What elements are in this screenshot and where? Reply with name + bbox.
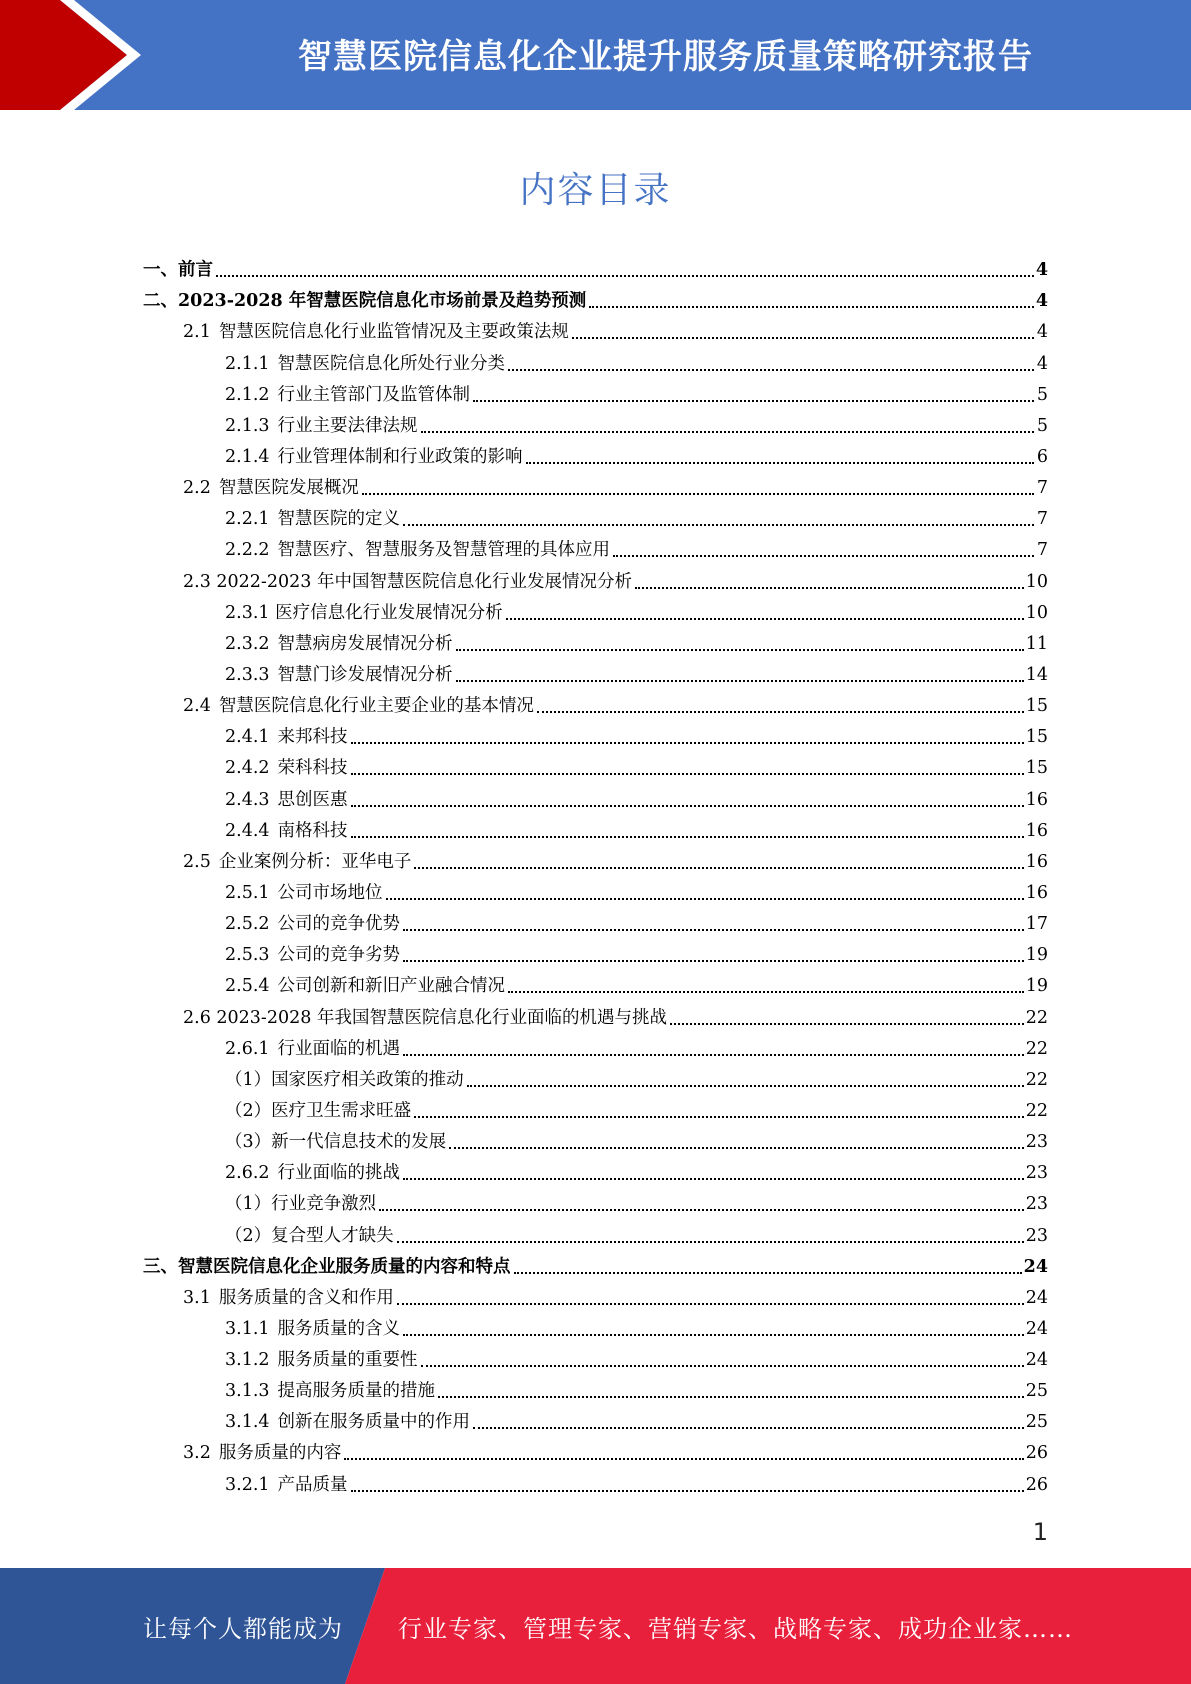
toc-entry-page: 24 xyxy=(1023,1256,1048,1277)
toc-entry-title: 行业面临的挑战 xyxy=(277,1163,401,1184)
toc-entry-page: 25 xyxy=(1025,1412,1048,1433)
toc-entry[interactable] xyxy=(143,316,1048,347)
toc-entry-number: 3.1.4 xyxy=(225,1412,270,1433)
toc-entry[interactable] xyxy=(143,1313,1048,1344)
toc-entry[interactable] xyxy=(143,1344,1048,1375)
toc-entry-page: 11 xyxy=(1025,633,1048,654)
toc-entry-number: 2.6.2 xyxy=(225,1163,270,1184)
toc-entry-title: 行业面临的机遇 xyxy=(277,1038,401,1059)
dot-leader xyxy=(473,399,1034,402)
toc-entry-page: 4 xyxy=(1035,291,1048,312)
toc-entry[interactable] xyxy=(143,1157,1048,1188)
toc-entry-title: 公司创新和新旧产业融合情况 xyxy=(277,976,506,997)
toc-entry[interactable] xyxy=(143,1219,1048,1250)
toc-entry[interactable] xyxy=(143,534,1048,565)
toc-entry-title: （2）复合型人才缺失 xyxy=(225,1225,394,1246)
toc-entry-title: 产品质量 xyxy=(277,1474,348,1495)
dot-leader xyxy=(635,586,1024,589)
toc-entry-page: 22 xyxy=(1025,1007,1048,1028)
toc-entry-title: 行业主要法律法规 xyxy=(277,415,418,436)
toc-entry-number: 2.4.4 xyxy=(225,820,270,841)
dot-leader xyxy=(456,679,1024,682)
toc-entry-page: 10 xyxy=(1025,571,1048,592)
toc-entry[interactable] xyxy=(143,379,1048,410)
dot-leader xyxy=(414,866,1023,869)
toc-entry[interactable] xyxy=(143,1437,1048,1468)
toc-entry-title: 智慧医院信息化行业监管情况及主要政策法规 xyxy=(218,322,569,343)
toc-entry-number: 2.5.2 xyxy=(225,914,270,935)
toc-entry-page: 17 xyxy=(1025,914,1048,935)
toc-entry-title: 来邦科技 xyxy=(277,727,348,748)
toc-entry-number: 3.1.3 xyxy=(225,1381,270,1402)
toc-entry-title: 提高服务质量的措施 xyxy=(277,1381,436,1402)
toc-entry-number: 2.1.1 xyxy=(225,353,270,374)
toc-entry-title: （2）医疗卫生需求旺盛 xyxy=(225,1100,412,1121)
toc-entry-number: 2.2.1 xyxy=(225,509,270,530)
dot-leader xyxy=(403,1333,1024,1336)
dot-leader xyxy=(362,492,1034,495)
header-banner xyxy=(0,0,1191,110)
toc-entry-page: 22 xyxy=(1025,1069,1048,1090)
toc-entry[interactable] xyxy=(143,565,1048,596)
dot-leader xyxy=(514,1271,1022,1274)
toc-entry-title: 思创医惠 xyxy=(277,789,348,810)
toc-entry-page: 14 xyxy=(1025,664,1048,685)
toc-entry-title: 公司的竞争优势 xyxy=(277,914,401,935)
dot-leader xyxy=(526,461,1034,464)
toc-entry-page: 24 xyxy=(1025,1350,1048,1371)
dot-leader xyxy=(351,741,1024,744)
toc-entry[interactable] xyxy=(143,628,1048,659)
dot-leader xyxy=(589,305,1034,308)
toc-entry-page: 15 xyxy=(1025,727,1048,748)
toc-entry-page: 4 xyxy=(1036,322,1048,343)
toc-entry-number: 3.1 xyxy=(183,1287,211,1308)
dot-leader xyxy=(572,336,1034,339)
toc-entry-page: 26 xyxy=(1025,1474,1048,1495)
toc-entry[interactable] xyxy=(143,285,1048,316)
toc-entry-page: 24 xyxy=(1025,1287,1048,1308)
toc-entry-title: （1）行业竞争激烈 xyxy=(225,1194,377,1215)
table-of-contents xyxy=(143,254,1048,1500)
toc-entry-page: 16 xyxy=(1025,882,1048,903)
toc-entry-number: 2.4.3 xyxy=(225,789,270,810)
dot-leader xyxy=(397,1240,1024,1243)
dot-leader xyxy=(537,710,1024,713)
toc-entry-title: 智慧医院信息化行业主要企业的基本情况 xyxy=(218,696,534,717)
toc-entry-title: 二、2023-2028 年智慧医院信息化市场前景及趋势预测 xyxy=(143,291,587,312)
toc-entry-page: 4 xyxy=(1035,260,1048,281)
dot-leader xyxy=(403,959,1024,962)
dot-leader xyxy=(421,1364,1024,1367)
toc-entry[interactable] xyxy=(143,1406,1048,1437)
dot-leader xyxy=(508,368,1034,371)
toc-entry-page: 22 xyxy=(1025,1100,1048,1121)
dot-leader xyxy=(508,990,1024,993)
toc-entry[interactable] xyxy=(143,846,1048,877)
toc-entry-number: 2.2 xyxy=(183,478,211,499)
page-number: 1 xyxy=(1032,1518,1048,1546)
toc-entry-title: 智慧医院的定义 xyxy=(277,509,401,530)
toc-entry-title: 企业案例分析：亚华电子 xyxy=(218,851,412,872)
toc-entry-title: 2.3 2022-2023 年中国智慧医院信息化行业发展情况分析 xyxy=(183,571,632,592)
toc-entry-title: 公司的竞争劣势 xyxy=(277,945,401,966)
footer-slogan-left: 让每个人都能成为 xyxy=(143,1614,343,1643)
toc-entry-title: 智慧医院信息化所处行业分类 xyxy=(277,353,506,374)
toc-entry-page: 25 xyxy=(1025,1381,1048,1402)
dot-leader xyxy=(414,1115,1024,1118)
toc-entry-title: （1）国家医疗相关政策的推动 xyxy=(225,1069,464,1090)
toc-entry-title: 智慧门诊发展情况分析 xyxy=(277,664,453,685)
toc-entry[interactable] xyxy=(143,441,1048,472)
toc-entry-title: 服务质量的内容 xyxy=(218,1443,342,1464)
toc-entry-page: 16 xyxy=(1025,789,1048,810)
dot-leader xyxy=(456,648,1024,651)
toc-entry-page: 7 xyxy=(1036,478,1048,499)
toc-entry-page: 23 xyxy=(1025,1132,1048,1153)
toc-entry-page: 4 xyxy=(1036,353,1048,374)
toc-entry-number: 2.5 xyxy=(183,851,211,872)
toc-entry-title: （3）新一代信息技术的发展 xyxy=(225,1132,447,1153)
toc-entry-number: 2.4.2 xyxy=(225,758,270,779)
toc-entry-number: 2.1.3 xyxy=(225,415,270,436)
toc-entry[interactable] xyxy=(143,1064,1048,1095)
toc-entry-title: 一、前言 xyxy=(143,260,213,281)
dot-leader xyxy=(403,928,1024,931)
toc-entry-page: 22 xyxy=(1025,1038,1048,1059)
toc-entry[interactable] xyxy=(143,939,1048,970)
toc-entry[interactable] xyxy=(143,1095,1048,1126)
toc-entry-number: 2.1.2 xyxy=(225,384,270,405)
toc-entry-title: 荣科科技 xyxy=(277,758,348,779)
toc-entry-title: 三、智慧医院信息化企业服务质量的内容和特点 xyxy=(143,1256,511,1277)
toc-entry-number: 2.3.2 xyxy=(225,633,270,654)
toc-entry-number: 2.2.2 xyxy=(225,540,270,561)
toc-entry-page: 24 xyxy=(1025,1318,1048,1339)
toc-entry-page: 15 xyxy=(1025,696,1048,717)
dot-leader xyxy=(613,554,1034,557)
toc-entry-page: 15 xyxy=(1025,758,1048,779)
toc-entry[interactable] xyxy=(143,503,1048,534)
dot-leader xyxy=(421,430,1034,433)
toc-entry-page: 16 xyxy=(1025,851,1048,872)
dot-leader xyxy=(351,835,1024,838)
toc-entry-title: 服务质量的重要性 xyxy=(277,1350,418,1371)
toc-entry-title: 公司市场地位 xyxy=(277,882,383,903)
toc-entry-number: 2.4 xyxy=(183,696,211,717)
toc-entry-page: 19 xyxy=(1025,945,1048,966)
toc-entry-page: 23 xyxy=(1025,1225,1048,1246)
toc-entry-number: 3.2.1 xyxy=(225,1474,270,1495)
toc-entry-title: 南格科技 xyxy=(277,820,348,841)
dot-leader xyxy=(397,1302,1024,1305)
toc-entry[interactable] xyxy=(143,254,1048,285)
toc-entry-title: 智慧医院发展概况 xyxy=(218,478,359,499)
toc-entry-page: 19 xyxy=(1025,976,1048,997)
toc-entry[interactable] xyxy=(143,659,1048,690)
dot-leader xyxy=(379,1208,1024,1211)
toc-entry-title: 创新在服务质量中的作用 xyxy=(277,1412,471,1433)
toc-entry-number: 2.1.4 xyxy=(225,446,270,467)
toc-heading: 内容目录 xyxy=(519,170,672,211)
footer-banner xyxy=(0,1568,1191,1684)
toc-entry-page: 5 xyxy=(1036,384,1048,405)
dot-leader xyxy=(403,523,1034,526)
toc-entry[interactable] xyxy=(143,1126,1048,1157)
dot-leader xyxy=(403,1053,1024,1056)
toc-entry[interactable] xyxy=(143,783,1048,814)
toc-entry-page: 7 xyxy=(1036,509,1048,530)
toc-entry-title: 服务质量的含义 xyxy=(277,1318,401,1339)
toc-entry-title: 智慧医疗、智慧服务及智慧管理的具体应用 xyxy=(277,540,611,561)
toc-entry[interactable] xyxy=(143,410,1048,441)
toc-entry-page: 26 xyxy=(1025,1443,1048,1464)
toc-entry-number: 3.2 xyxy=(183,1443,211,1464)
dot-leader xyxy=(473,1426,1024,1429)
toc-entry-title: 2.6 2023-2028 年我国智慧医院信息化行业面临的机遇与挑战 xyxy=(183,1007,667,1028)
dot-leader xyxy=(216,274,1034,277)
toc-entry-title: 行业管理体制和行业政策的影响 xyxy=(277,446,523,467)
dot-leader xyxy=(467,1084,1024,1087)
dot-leader xyxy=(344,1457,1023,1460)
toc-entry-page: 16 xyxy=(1025,820,1048,841)
toc-entry[interactable] xyxy=(143,752,1048,783)
toc-entry[interactable] xyxy=(143,815,1048,846)
toc-entry-number: 2.5.3 xyxy=(225,945,270,966)
toc-entry-title: 服务质量的含义和作用 xyxy=(218,1287,394,1308)
toc-entry-number: 3.1.1 xyxy=(225,1318,270,1339)
toc-entry-page: 23 xyxy=(1025,1194,1048,1215)
dot-leader xyxy=(403,1177,1024,1180)
toc-entry[interactable] xyxy=(143,1251,1048,1282)
toc-entry-number: 2.6.1 xyxy=(225,1038,270,1059)
toc-entry-page: 7 xyxy=(1036,540,1048,561)
dot-leader xyxy=(449,1146,1024,1149)
toc-entry-page: 6 xyxy=(1036,446,1048,467)
dot-leader xyxy=(506,617,1024,620)
toc-entry-page: 23 xyxy=(1025,1163,1048,1184)
toc-entry-page: 5 xyxy=(1036,415,1048,436)
toc-entry[interactable] xyxy=(143,721,1048,752)
toc-entry-title: 智慧病房发展情况分析 xyxy=(277,633,453,654)
toc-entry-number: 2.4.1 xyxy=(225,727,270,748)
toc-entry[interactable] xyxy=(143,347,1048,378)
toc-entry-number: 2.1 xyxy=(183,322,211,343)
toc-entry[interactable] xyxy=(143,597,1048,628)
report-title: 智慧医院信息化企业提升服务质量策略研究报告 xyxy=(298,36,1033,77)
chevron-arrow-icon xyxy=(0,0,160,110)
dot-leader xyxy=(351,804,1024,807)
toc-entry[interactable] xyxy=(143,970,1048,1001)
toc-entry-number: 2.5.4 xyxy=(225,976,270,997)
toc-entry-title: 行业主管部门及监管体制 xyxy=(277,384,471,405)
toc-entry[interactable] xyxy=(143,472,1048,503)
toc-entry[interactable] xyxy=(143,1033,1048,1064)
toc-entry[interactable] xyxy=(143,690,1048,721)
dot-leader xyxy=(351,1489,1024,1492)
dot-leader xyxy=(386,897,1024,900)
toc-entry-number: 2.3.3 xyxy=(225,664,270,685)
footer-slogan-right: 行业专家、管理专家、营销专家、战略专家、成功企业家…… xyxy=(398,1614,1073,1643)
toc-entry[interactable] xyxy=(143,877,1048,908)
dot-leader xyxy=(438,1395,1024,1398)
toc-entry-page: 10 xyxy=(1025,602,1048,623)
toc-entry-number: 2.5.1 xyxy=(225,882,270,903)
toc-entry-number: 3.1.2 xyxy=(225,1350,270,1371)
toc-entry[interactable] xyxy=(143,1001,1048,1032)
toc-entry[interactable] xyxy=(143,1468,1048,1499)
toc-entry[interactable] xyxy=(143,908,1048,939)
toc-entry[interactable] xyxy=(143,1282,1048,1313)
toc-entry[interactable] xyxy=(143,1188,1048,1219)
dot-leader xyxy=(351,772,1024,775)
toc-entry-title: 2.3.1 医疗信息化行业发展情况分析 xyxy=(225,602,503,623)
dot-leader xyxy=(670,1022,1024,1025)
toc-entry[interactable] xyxy=(143,1375,1048,1406)
